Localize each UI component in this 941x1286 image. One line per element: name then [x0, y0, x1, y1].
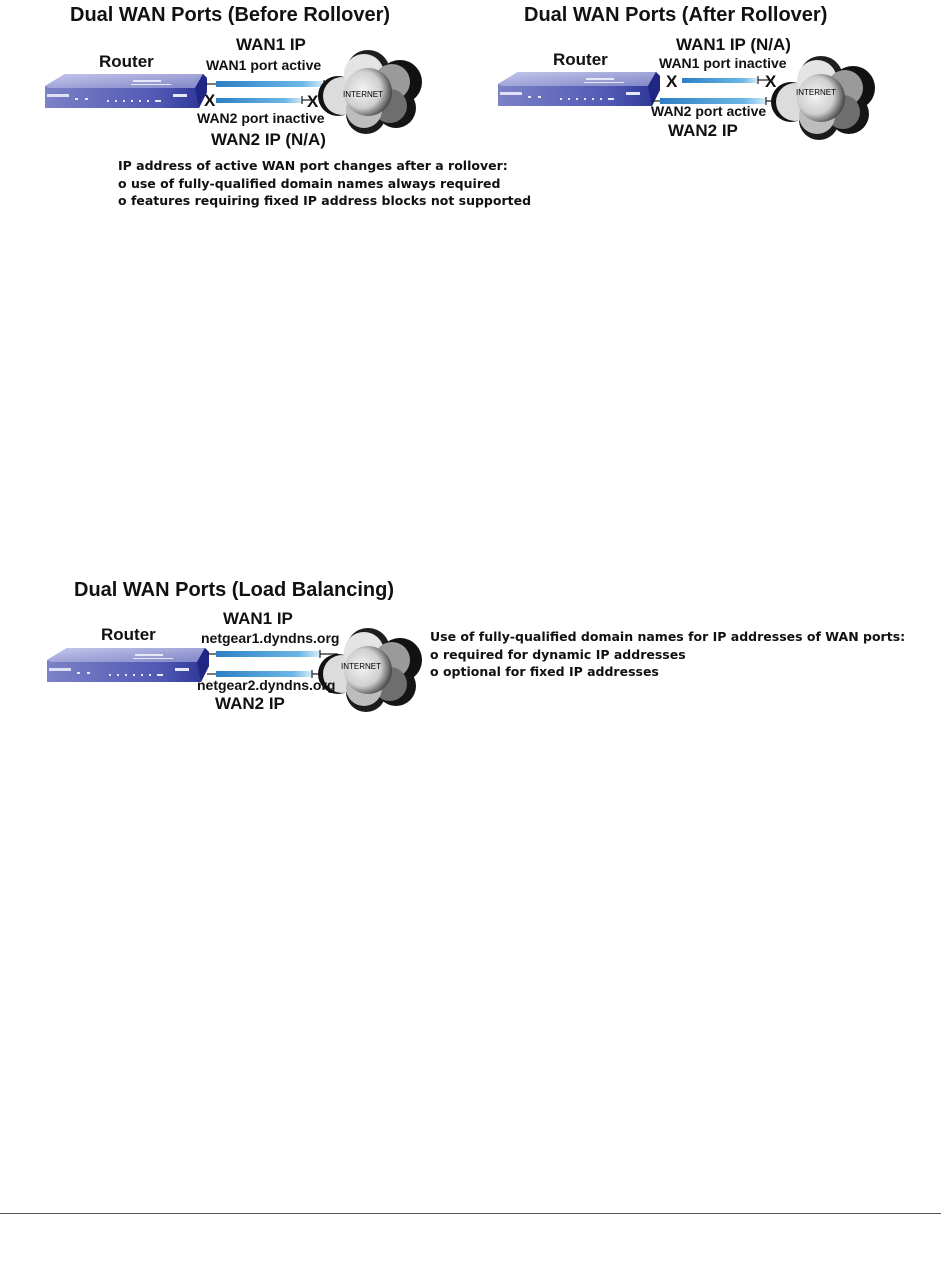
- wan2-ip-label-after: WAN2 IP: [668, 121, 738, 140]
- x-mark-wan1-internet-after: X: [765, 72, 777, 91]
- wan2-link-before: [216, 96, 312, 104]
- router-after: [498, 72, 660, 106]
- load-balancing-notes: [430, 628, 905, 681]
- rollover-note-line: o use of fully-qualified domain names always required: [118, 175, 501, 191]
- internet-label-load: INTERNET: [341, 662, 381, 671]
- x-mark-wan1-router-after: X: [666, 72, 678, 91]
- rollover-note-line: o features requiring fixed IP address blocks not supported: [118, 193, 532, 208]
- wan1-ip-label-after: WAN1 IP (N/A): [676, 35, 791, 54]
- wan2-ip-label-load: WAN2 IP: [215, 694, 285, 713]
- diagram-title-before: Dual WAN Ports (Before Rollover): [70, 4, 391, 26]
- router-label-before: Router: [99, 52, 154, 71]
- wan2-domain-load: netgear2.dyndns.org: [197, 677, 336, 693]
- rollover-notes: [118, 157, 531, 210]
- router-load: [47, 648, 209, 682]
- wan1-domain-load: netgear1.dyndns.org: [201, 630, 340, 646]
- wan1-status-after: WAN1 port inactive: [659, 55, 787, 71]
- diagram-title-load: Dual WAN Ports (Load Balancing): [74, 579, 395, 601]
- wan2-status-before: WAN2 port inactive: [197, 110, 325, 126]
- diagram-title-after: Dual WAN Ports (After Rollover): [524, 4, 828, 26]
- wan1-link-before: [205, 80, 338, 88]
- internet-label-before: INTERNET: [343, 90, 383, 99]
- router-label-load: Router: [101, 625, 156, 644]
- router-before: [45, 74, 207, 108]
- x-mark-wan2-router-before: X: [204, 91, 216, 110]
- rollover-note-line: IP address of active WAN port changes after a rollover:: [118, 158, 508, 173]
- x-mark-wan2-internet-before: X: [307, 92, 319, 111]
- wan2-ip-label-before: WAN2 IP (N/A): [211, 130, 326, 149]
- router-label-after: Router: [553, 50, 608, 69]
- load-note-line: Use of fully-qualified domain names for IP addresses of WAN ports:: [430, 629, 906, 644]
- load-note-line: o optional for fixed IP addresses: [430, 664, 659, 679]
- wan1-ip-label-load: WAN1 IP: [223, 609, 293, 628]
- wan2-status-after: WAN2 port active: [651, 103, 767, 119]
- wan1-status-before: WAN1 port active: [206, 57, 322, 73]
- internet-label-after: INTERNET: [796, 88, 836, 97]
- load-note-line: o required for dynamic IP addresses: [430, 646, 686, 662]
- wan1-link-after: [682, 76, 770, 84]
- footer-divider: [0, 1213, 941, 1214]
- wan1-link-load: [207, 650, 338, 658]
- wan1-ip-label-before: WAN1 IP: [236, 35, 306, 54]
